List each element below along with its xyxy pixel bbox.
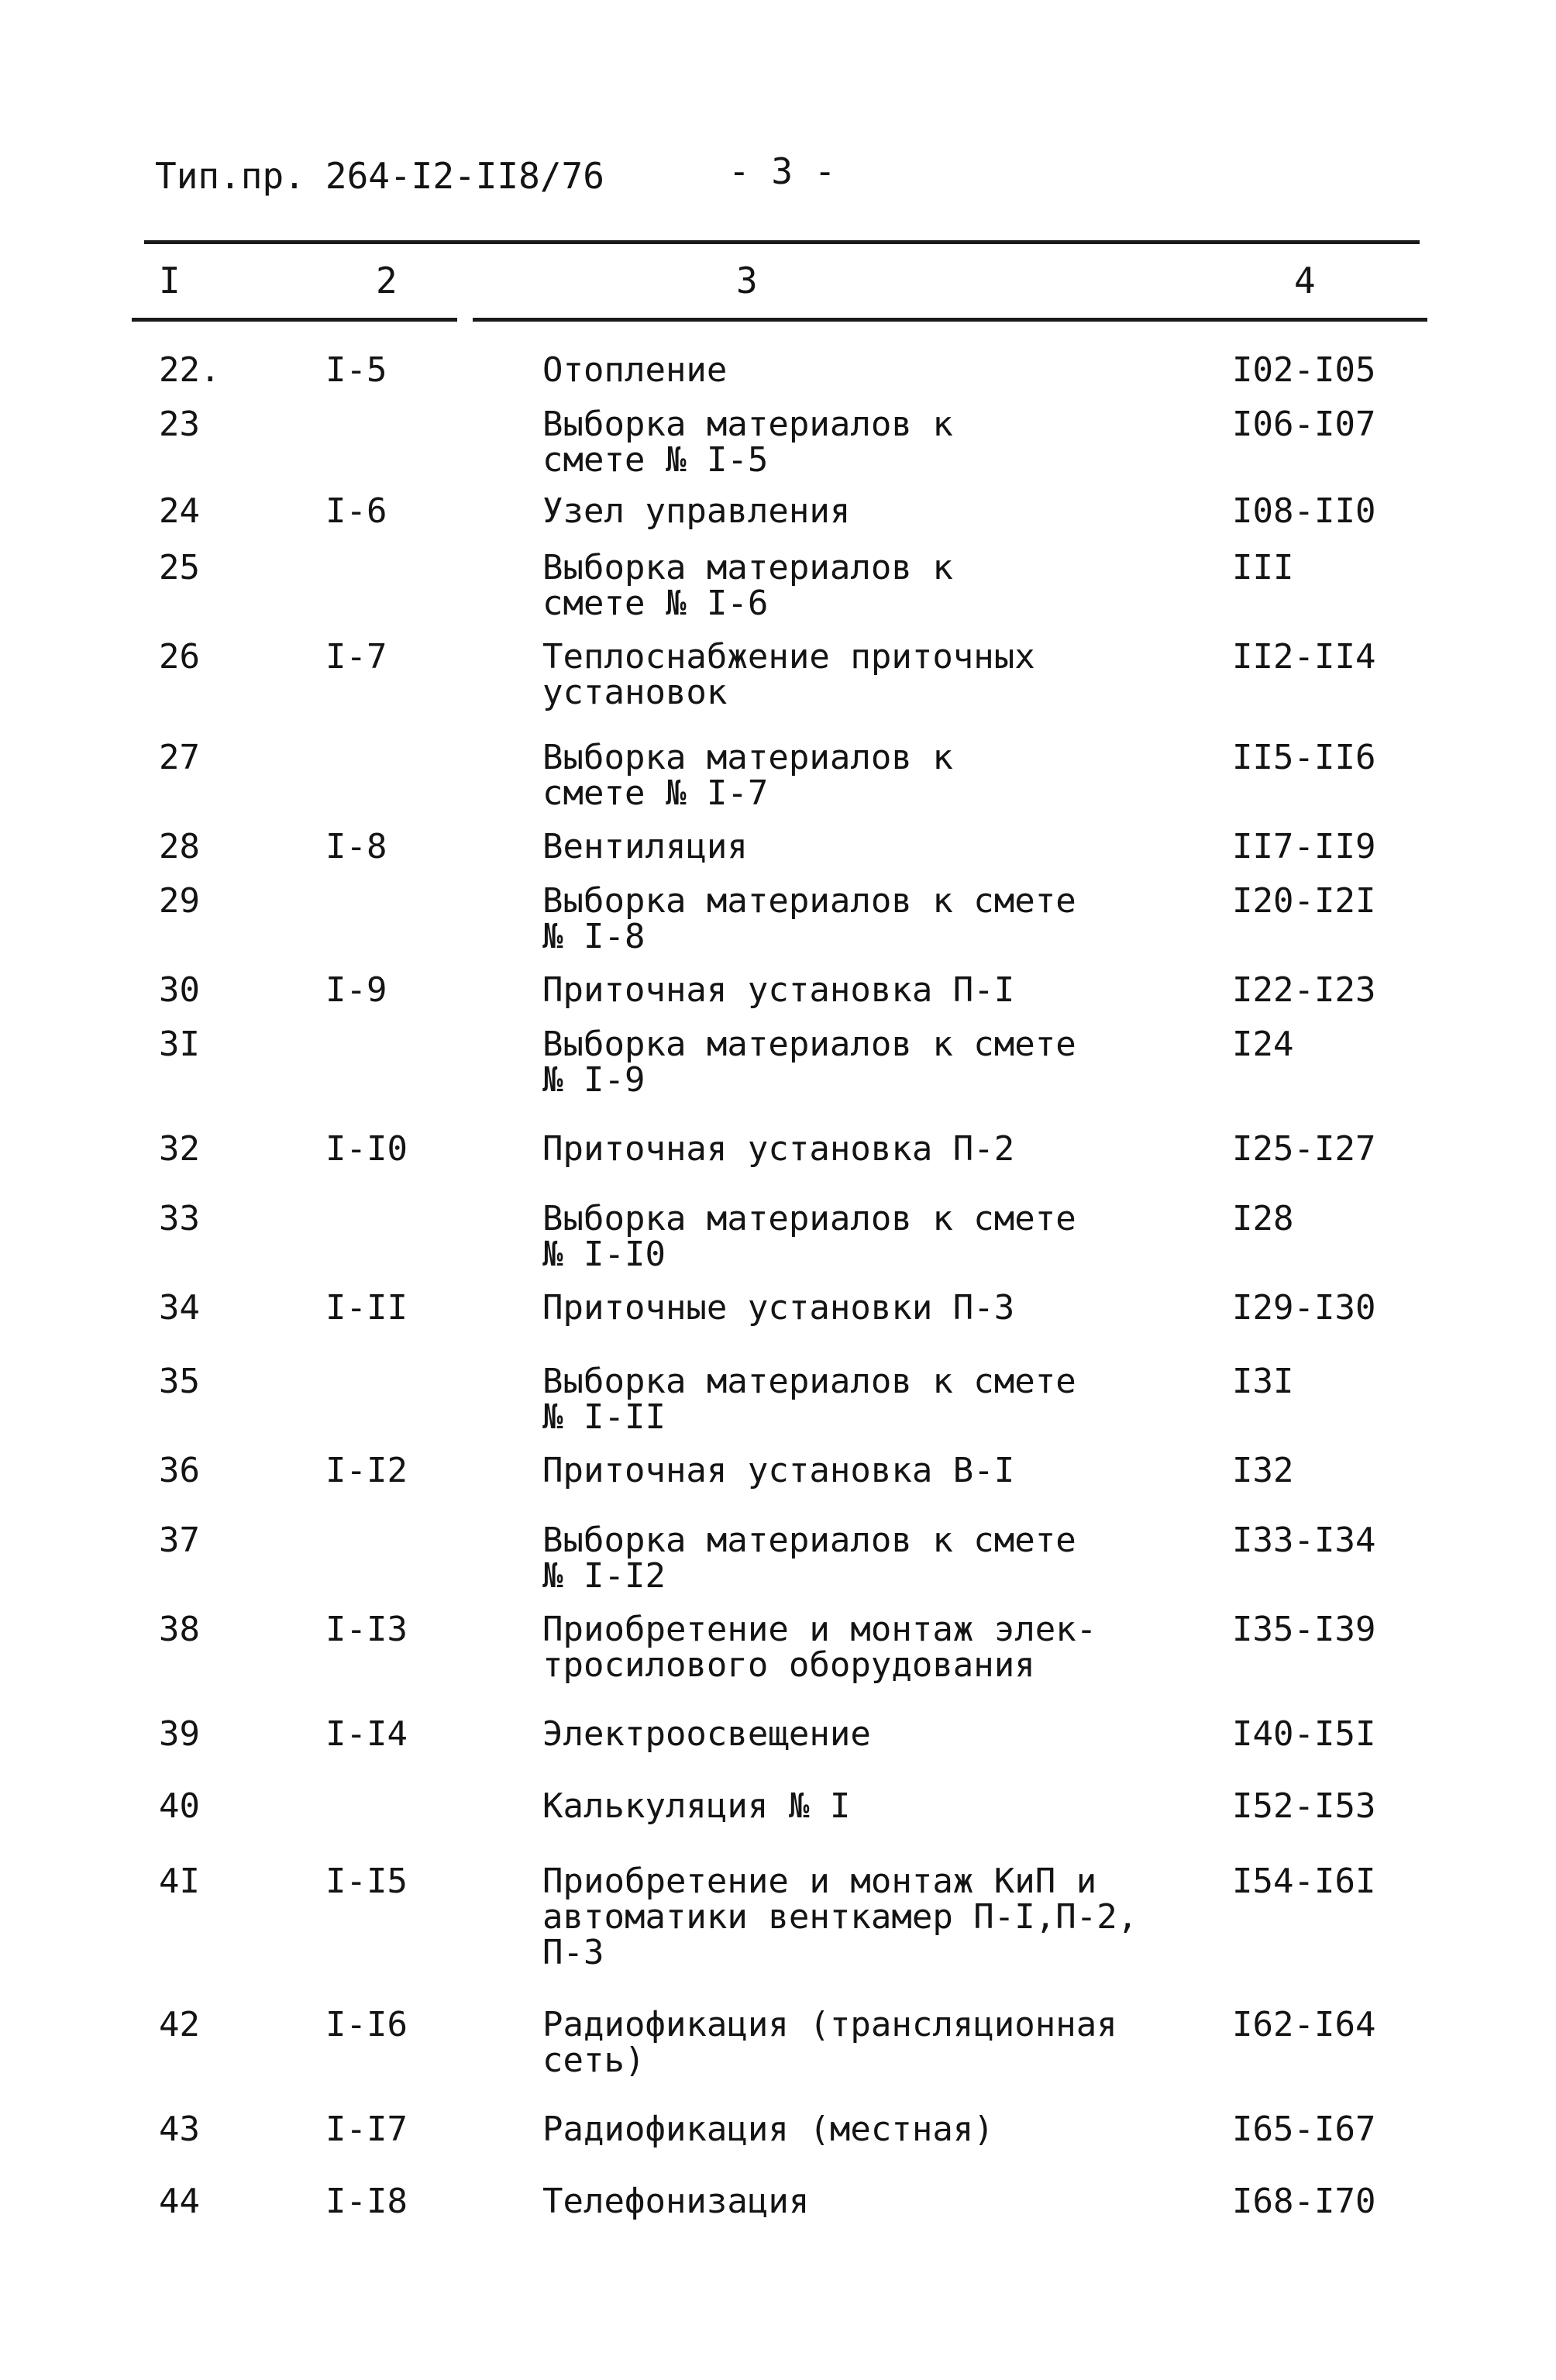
page-range: I65-I67 bbox=[1232, 2110, 1376, 2149]
estimate-number: I-9 bbox=[325, 970, 387, 1010]
doc-prefix: Тип.пр. bbox=[155, 155, 305, 197]
page-range: I22-I23 bbox=[1232, 970, 1376, 1010]
section-title: Калькуляция № I bbox=[542, 1786, 851, 1826]
row-number: 4I bbox=[159, 1862, 200, 1901]
estimate-number: I-I6 bbox=[325, 2005, 408, 2044]
row-number: 30 bbox=[159, 970, 200, 1010]
page-range: I3I bbox=[1232, 1362, 1294, 1401]
estimate-number: I-6 bbox=[325, 491, 387, 531]
section-title: Приточная установка П-2 bbox=[542, 1129, 1015, 1169]
column-header-3: 3 bbox=[736, 260, 758, 301]
page-header bbox=[155, 150, 836, 197]
section-title: Выборка материалов к смете № I-5 bbox=[542, 405, 953, 480]
section-title: Теплоснабжение приточных установок bbox=[542, 637, 1035, 712]
estimate-number: I-I2 bbox=[325, 1451, 408, 1490]
section-title: Выборка материалов к смете № I-II bbox=[542, 1362, 1076, 1437]
row-number: 38 bbox=[159, 1610, 200, 1649]
section-title: Радиофикация (трансляционная сеть) bbox=[542, 2005, 1117, 2080]
page-range: I20-I2I bbox=[1232, 881, 1376, 921]
section-title: Приточная установка П-I bbox=[542, 970, 1015, 1010]
page-range: I24 bbox=[1232, 1025, 1294, 1064]
row-number: 29 bbox=[159, 881, 200, 921]
estimate-number: I-I5 bbox=[325, 1862, 408, 1901]
section-title: Вентиляция bbox=[542, 827, 748, 866]
row-number: 37 bbox=[159, 1521, 200, 1560]
page-range: I52-I53 bbox=[1232, 1786, 1376, 1826]
page-range: I06-I07 bbox=[1232, 405, 1376, 444]
row-number: 3I bbox=[159, 1025, 200, 1064]
column-header-4: 4 bbox=[1294, 260, 1316, 301]
estimate-number: I-I8 bbox=[325, 2182, 408, 2221]
page-range: I32 bbox=[1232, 1451, 1294, 1490]
section-title: Выборка материалов к смете № I-8 bbox=[542, 881, 1076, 956]
estimate-number: I-5 bbox=[325, 350, 387, 390]
page-range: I28 bbox=[1232, 1199, 1294, 1238]
row-number: 32 bbox=[159, 1129, 200, 1169]
row-number: 24 bbox=[159, 491, 200, 531]
row-number: 40 bbox=[159, 1786, 200, 1826]
section-title: Приточная установка В-I bbox=[542, 1451, 1015, 1490]
row-number: 34 bbox=[159, 1288, 200, 1328]
estimate-number: I-I3 bbox=[325, 1610, 408, 1649]
row-number: 22. bbox=[159, 350, 221, 390]
section-title: Выборка материалов к смете № I-I0 bbox=[542, 1199, 1076, 1274]
row-number: 23 bbox=[159, 405, 200, 444]
page-range: I54-I6I bbox=[1232, 1862, 1376, 1901]
row-number: 28 bbox=[159, 827, 200, 866]
estimate-number: I-I0 bbox=[325, 1129, 408, 1169]
page-range: I33-I34 bbox=[1232, 1521, 1376, 1560]
page-range: I25-I27 bbox=[1232, 1129, 1376, 1169]
row-number: 25 bbox=[159, 548, 200, 587]
section-title: Электроосвещение bbox=[542, 1714, 871, 1754]
page-range: I68-I70 bbox=[1232, 2182, 1376, 2221]
section-title: Выборка материалов к смете № I-9 bbox=[542, 1025, 1076, 1100]
row-number: 43 bbox=[159, 2110, 200, 2149]
page-range: I40-I5I bbox=[1232, 1714, 1376, 1754]
section-title: Узел управления bbox=[542, 491, 851, 531]
section-title: Приобретение и монтаж КиП и автоматики венткамер П-I,П-2, П-3 bbox=[542, 1862, 1138, 1972]
estimate-number: I-8 bbox=[325, 827, 387, 866]
project-code: 264-I2-II8/76 bbox=[325, 155, 604, 197]
page-range: II5-II6 bbox=[1232, 738, 1376, 777]
header-bottom-rule-left bbox=[132, 318, 457, 322]
table-top-rule bbox=[144, 240, 1420, 244]
row-number: 42 bbox=[159, 2005, 200, 2044]
page-range: I29-I30 bbox=[1232, 1288, 1376, 1328]
section-title: Выборка материалов к смете № I-6 bbox=[542, 548, 953, 623]
row-number: 36 bbox=[159, 1451, 200, 1490]
page-range: III bbox=[1232, 548, 1294, 587]
page-range: I08-II0 bbox=[1232, 491, 1376, 531]
page-range: II7-II9 bbox=[1232, 827, 1376, 866]
estimate-number: I-7 bbox=[325, 637, 387, 677]
header-bottom-rule-right bbox=[473, 318, 1427, 322]
page-range: II2-II4 bbox=[1232, 637, 1376, 677]
row-number: 39 bbox=[159, 1714, 200, 1754]
row-number: 26 bbox=[159, 637, 200, 677]
section-title: Отопление bbox=[542, 350, 728, 390]
section-title: Выборка материалов к смете № I-7 bbox=[542, 738, 953, 813]
page-range: I62-I64 bbox=[1232, 2005, 1376, 2044]
estimate-number: I-I4 bbox=[325, 1714, 408, 1754]
section-title: Приобретение и монтаж элек- тросилового оборудования bbox=[542, 1610, 1097, 1685]
section-title: Выборка материалов к смете № I-I2 bbox=[542, 1521, 1076, 1596]
column-header-2: 2 bbox=[376, 260, 398, 301]
page-range: I35-I39 bbox=[1232, 1610, 1376, 1649]
section-title: Радиофикация (местная) bbox=[542, 2110, 994, 2149]
section-title: Приточные установки П-3 bbox=[542, 1288, 1015, 1328]
estimate-number: I-I7 bbox=[325, 2110, 408, 2149]
page-number: - 3 - bbox=[728, 150, 836, 192]
row-number: 44 bbox=[159, 2182, 200, 2221]
row-number: 35 bbox=[159, 1362, 200, 1401]
estimate-number: I-II bbox=[325, 1288, 408, 1328]
column-header-1: I bbox=[159, 260, 181, 301]
row-number: 33 bbox=[159, 1199, 200, 1238]
section-title: Телефонизация bbox=[542, 2182, 810, 2221]
page-range: I02-I05 bbox=[1232, 350, 1376, 390]
row-number: 27 bbox=[159, 738, 200, 777]
